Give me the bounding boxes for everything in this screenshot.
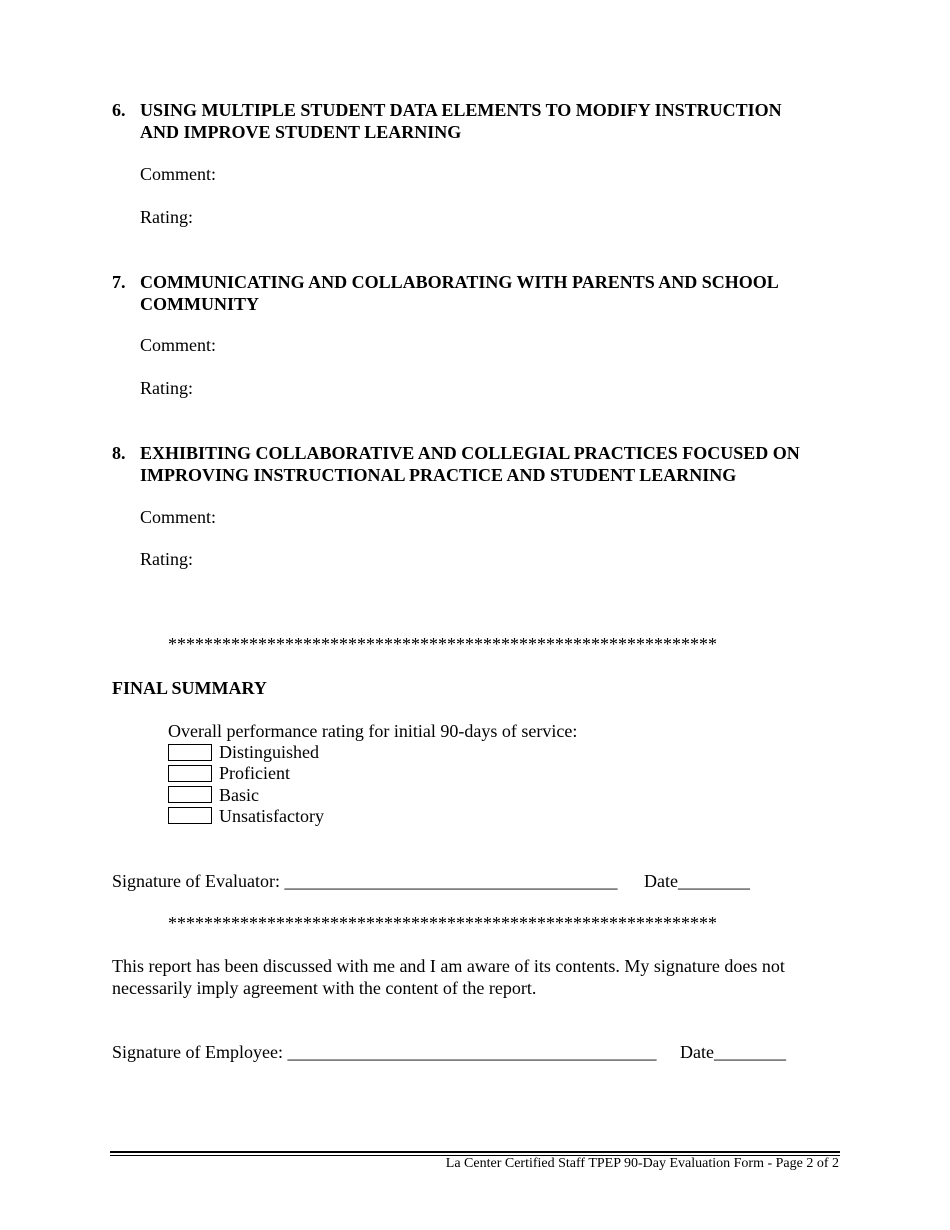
footer-rule [110,1151,840,1153]
section-number: 6. [112,100,126,120]
asterisk-separator: ************************************************************* [168,913,717,933]
section-title: EXHIBITING COLLABORATIVE AND COLLEGIAL PRACTICES FOCUSED ON IMPROVING INSTRUCTIONAL PRACTICE AND STUDENT LEARNING [140,443,800,485]
evaluator-signature-line[interactable]: Signature of Evaluator: _____________________________________ [112,871,618,891]
unsatisfactory-checkbox[interactable] [168,807,212,824]
rating-label: Rating: [140,378,193,398]
section-number: 8. [112,443,126,463]
distinguished-label: Distinguished [219,742,320,762]
employee-date-line[interactable]: Date________ [680,1042,786,1062]
comment-label: Comment: [140,164,216,184]
page-footer: La Center Certified Staff TPEP 90-Day Evaluation Form - Page 2 of 2 [445,1156,839,1171]
employee-signature-line[interactable]: Signature of Employee: _________________________________________ [112,1042,657,1062]
basic-label: Basic [219,785,259,805]
basic-checkbox[interactable] [168,786,212,803]
final-summary-heading: FINAL SUMMARY [112,678,267,698]
acknowledgement-text: necessarily imply agreement with the content of the report. [112,978,537,998]
unsatisfactory-label: Unsatisfactory [219,806,324,826]
section-title: COMMUNICATING AND COLLABORATING WITH PARENTS AND SCHOOL COMMUNITY [140,272,779,314]
rating-label: Rating: [140,549,193,569]
rating-label: Rating: [140,207,193,227]
comment-label: Comment: [140,335,216,355]
evaluator-date-line[interactable]: Date________ [644,871,750,891]
acknowledgement-text: This report has been discussed with me and I am aware of its contents. My signature does not [112,956,785,976]
comment-label: Comment: [140,507,216,527]
section-title: USING MULTIPLE STUDENT DATA ELEMENTS TO MODIFY INSTRUCTION AND IMPROVE STUDENT LEARNING [140,100,782,142]
proficient-checkbox[interactable] [168,765,212,782]
overall-rating-prompt: Overall performance rating for initial 90-days of service: [168,721,578,741]
proficient-label: Proficient [219,763,290,783]
section-number: 7. [112,272,126,292]
distinguished-checkbox[interactable] [168,744,212,761]
asterisk-separator: ************************************************************* [168,634,717,654]
